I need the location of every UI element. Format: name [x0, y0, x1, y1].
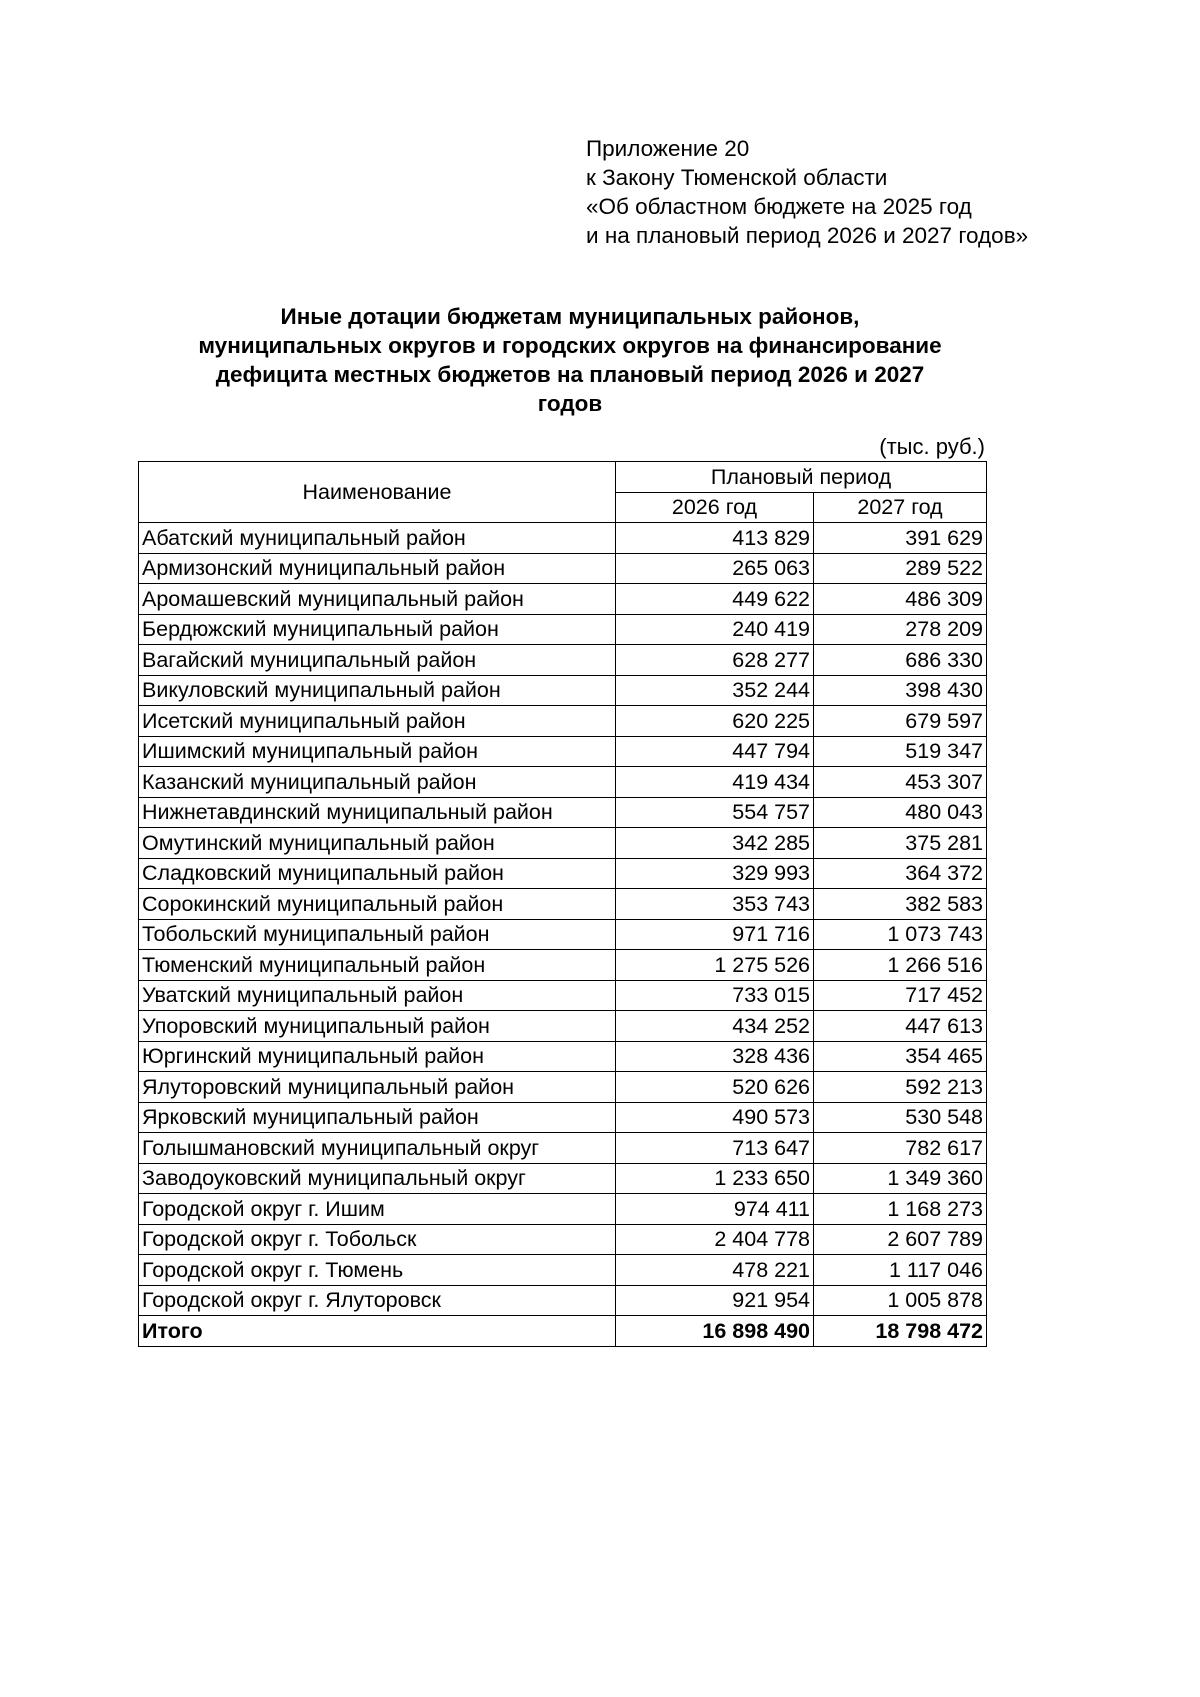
row-value-2027: 717 452: [814, 980, 987, 1011]
row-name-cell: Итого: [139, 1316, 616, 1347]
table-row: [139, 614, 987, 645]
row-name-cell: Ялуторовский муниципальный район: [139, 1072, 616, 1103]
row-name-cell: Казанский муниципальный район: [139, 767, 616, 798]
row-value-2027: 278 209: [814, 614, 987, 645]
row-value-2026: 328 436: [616, 1041, 814, 1072]
row-value-2027: 486 309: [814, 584, 987, 615]
table-row: [139, 675, 987, 706]
table-row: [139, 828, 987, 859]
row-value-2026: 265 063: [616, 553, 814, 584]
row-value-2026: 353 743: [616, 889, 814, 920]
row-name-cell: Викуловский муниципальный район: [139, 675, 616, 706]
table-row: [139, 645, 987, 676]
header-year-2027: 2027 год: [814, 492, 987, 523]
row-value-2026: 971 716: [616, 919, 814, 950]
row-value-2026: 16 898 490: [616, 1316, 814, 1347]
row-name-cell: Ишимский муниципальный район: [139, 736, 616, 767]
row-name-cell: Бердюжский муниципальный район: [139, 614, 616, 645]
row-value-2026: 520 626: [616, 1072, 814, 1103]
row-value-2027: 364 372: [814, 858, 987, 889]
row-name-cell: Юргинский муниципальный район: [139, 1041, 616, 1072]
header-period: Плановый период: [616, 462, 987, 493]
appendix-line-2: к Закону Тюменской области: [586, 165, 888, 190]
row-value-2026: 413 829: [616, 523, 814, 554]
row-name-cell: Голышмановский муниципальный округ: [139, 1133, 616, 1164]
row-value-2026: 974 411: [616, 1194, 814, 1225]
table-row: [139, 1285, 987, 1316]
row-name-cell: Армизонский муниципальный район: [139, 553, 616, 584]
row-value-2026: 554 757: [616, 797, 814, 828]
row-value-2026: 1 275 526: [616, 950, 814, 981]
title-line-1: Иные дотации бюджетам муниципальных районов,: [280, 304, 860, 329]
row-value-2027: 679 597: [814, 706, 987, 737]
row-name-cell: Заводоуковский муниципальный округ: [139, 1163, 616, 1194]
row-value-2026: 240 419: [616, 614, 814, 645]
row-value-2027: 354 465: [814, 1041, 987, 1072]
table-row: [139, 1194, 987, 1225]
table-row: [139, 706, 987, 737]
header-row-1: [139, 462, 987, 493]
row-name-cell: Тобольский муниципальный район: [139, 919, 616, 950]
row-value-2026: 713 647: [616, 1133, 814, 1164]
row-name-cell: Сладковский муниципальный район: [139, 858, 616, 889]
row-value-2027: 18 798 472: [814, 1316, 987, 1347]
row-name-cell: Вагайский муниципальный район: [139, 645, 616, 676]
row-value-2026: 329 993: [616, 858, 814, 889]
table-row: [139, 523, 987, 554]
appendix-line-1: Приложение 20: [586, 136, 750, 161]
table-row: [139, 1041, 987, 1072]
row-value-2026: 921 954: [616, 1285, 814, 1316]
row-name-cell: Упоровский муниципальный район: [139, 1011, 616, 1042]
row-value-2027: 1 349 360: [814, 1163, 987, 1194]
row-value-2027: 289 522: [814, 553, 987, 584]
row-name-cell: Городской округ г. Тюмень: [139, 1255, 616, 1286]
row-value-2026: 447 794: [616, 736, 814, 767]
title-line-2: муниципальных округов и городских округов на финансирование: [198, 333, 942, 358]
document-title: [140, 302, 1000, 418]
row-value-2026: 1 233 650: [616, 1163, 814, 1194]
header-year-2026: 2026 год: [616, 492, 814, 523]
table-row: [139, 1011, 987, 1042]
row-name-cell: Сорокинский муниципальный район: [139, 889, 616, 920]
row-value-2027: 382 583: [814, 889, 987, 920]
row-value-2026: 419 434: [616, 767, 814, 798]
table-row: [139, 1224, 987, 1255]
title-line-3: дефицита местных бюджетов на плановый период 2026 и 2027: [215, 362, 925, 387]
row-value-2027: 519 347: [814, 736, 987, 767]
row-value-2027: 1 073 743: [814, 919, 987, 950]
row-value-2027: 447 613: [814, 1011, 987, 1042]
row-name-cell: Тюменский муниципальный район: [139, 950, 616, 981]
appendix-line-3: «Об областном бюджете на 2025 год: [586, 194, 972, 219]
units-label: (тыс. руб.): [879, 434, 985, 459]
table-row: [139, 584, 987, 615]
appendix-line-4: и на плановый период 2026 и 2027 годов»: [586, 223, 1029, 248]
table-row: [139, 980, 987, 1011]
row-value-2026: 620 225: [616, 706, 814, 737]
row-value-2027: 375 281: [814, 828, 987, 859]
table-row: [139, 736, 987, 767]
row-value-2027: 398 430: [814, 675, 987, 706]
row-name-cell: Уватский муниципальный район: [139, 980, 616, 1011]
table-body: [139, 523, 987, 1347]
row-value-2027: 782 617: [814, 1133, 987, 1164]
row-value-2026: 478 221: [616, 1255, 814, 1286]
table-row: [139, 1163, 987, 1194]
appendix-reference: [586, 134, 1028, 250]
row-value-2027: 1 266 516: [814, 950, 987, 981]
table-row: [139, 553, 987, 584]
table-row: [139, 1133, 987, 1164]
row-value-2026: 342 285: [616, 828, 814, 859]
row-value-2026: 434 252: [616, 1011, 814, 1042]
row-value-2027: 1 168 273: [814, 1194, 987, 1225]
row-value-2027: 391 629: [814, 523, 987, 554]
row-value-2027: 480 043: [814, 797, 987, 828]
row-name-cell: Исетский муниципальный район: [139, 706, 616, 737]
row-value-2026: 733 015: [616, 980, 814, 1011]
row-value-2026: 490 573: [616, 1102, 814, 1133]
total-row: [139, 1316, 987, 1347]
row-name-cell: Омутинский муниципальный район: [139, 828, 616, 859]
row-name-cell: Аромашевский муниципальный район: [139, 584, 616, 615]
table-row: [139, 950, 987, 981]
table-row: [139, 767, 987, 798]
row-value-2027: 530 548: [814, 1102, 987, 1133]
row-value-2027: 686 330: [814, 645, 987, 676]
table-row: [139, 919, 987, 950]
row-name-cell: Городской округ г. Тобольск: [139, 1224, 616, 1255]
table-row: [139, 858, 987, 889]
row-value-2027: 592 213: [814, 1072, 987, 1103]
table-row: [139, 1102, 987, 1133]
row-name-cell: Ярковский муниципальный район: [139, 1102, 616, 1133]
table-row: [139, 889, 987, 920]
row-value-2027: 453 307: [814, 767, 987, 798]
table-row: [139, 1072, 987, 1103]
table-row: [139, 1255, 987, 1286]
title-line-4: годов: [537, 391, 603, 416]
row-value-2027: 2 607 789: [814, 1224, 987, 1255]
row-value-2027: 1 005 878: [814, 1285, 987, 1316]
row-name-cell: Нижнетавдинский муниципальный район: [139, 797, 616, 828]
table-row: [139, 797, 987, 828]
row-name-cell: Городской округ г. Ялуторовск: [139, 1285, 616, 1316]
row-value-2027: 1 117 046: [814, 1255, 987, 1286]
row-name-cell: Абатский муниципальный район: [139, 523, 616, 554]
row-value-2026: 628 277: [616, 645, 814, 676]
row-value-2026: 352 244: [616, 675, 814, 706]
row-value-2026: 449 622: [616, 584, 814, 615]
subsidies-table: [138, 461, 987, 1347]
row-name-cell: Городской округ г. Ишим: [139, 1194, 616, 1225]
row-value-2026: 2 404 778: [616, 1224, 814, 1255]
header-name: Наименование: [139, 462, 616, 523]
